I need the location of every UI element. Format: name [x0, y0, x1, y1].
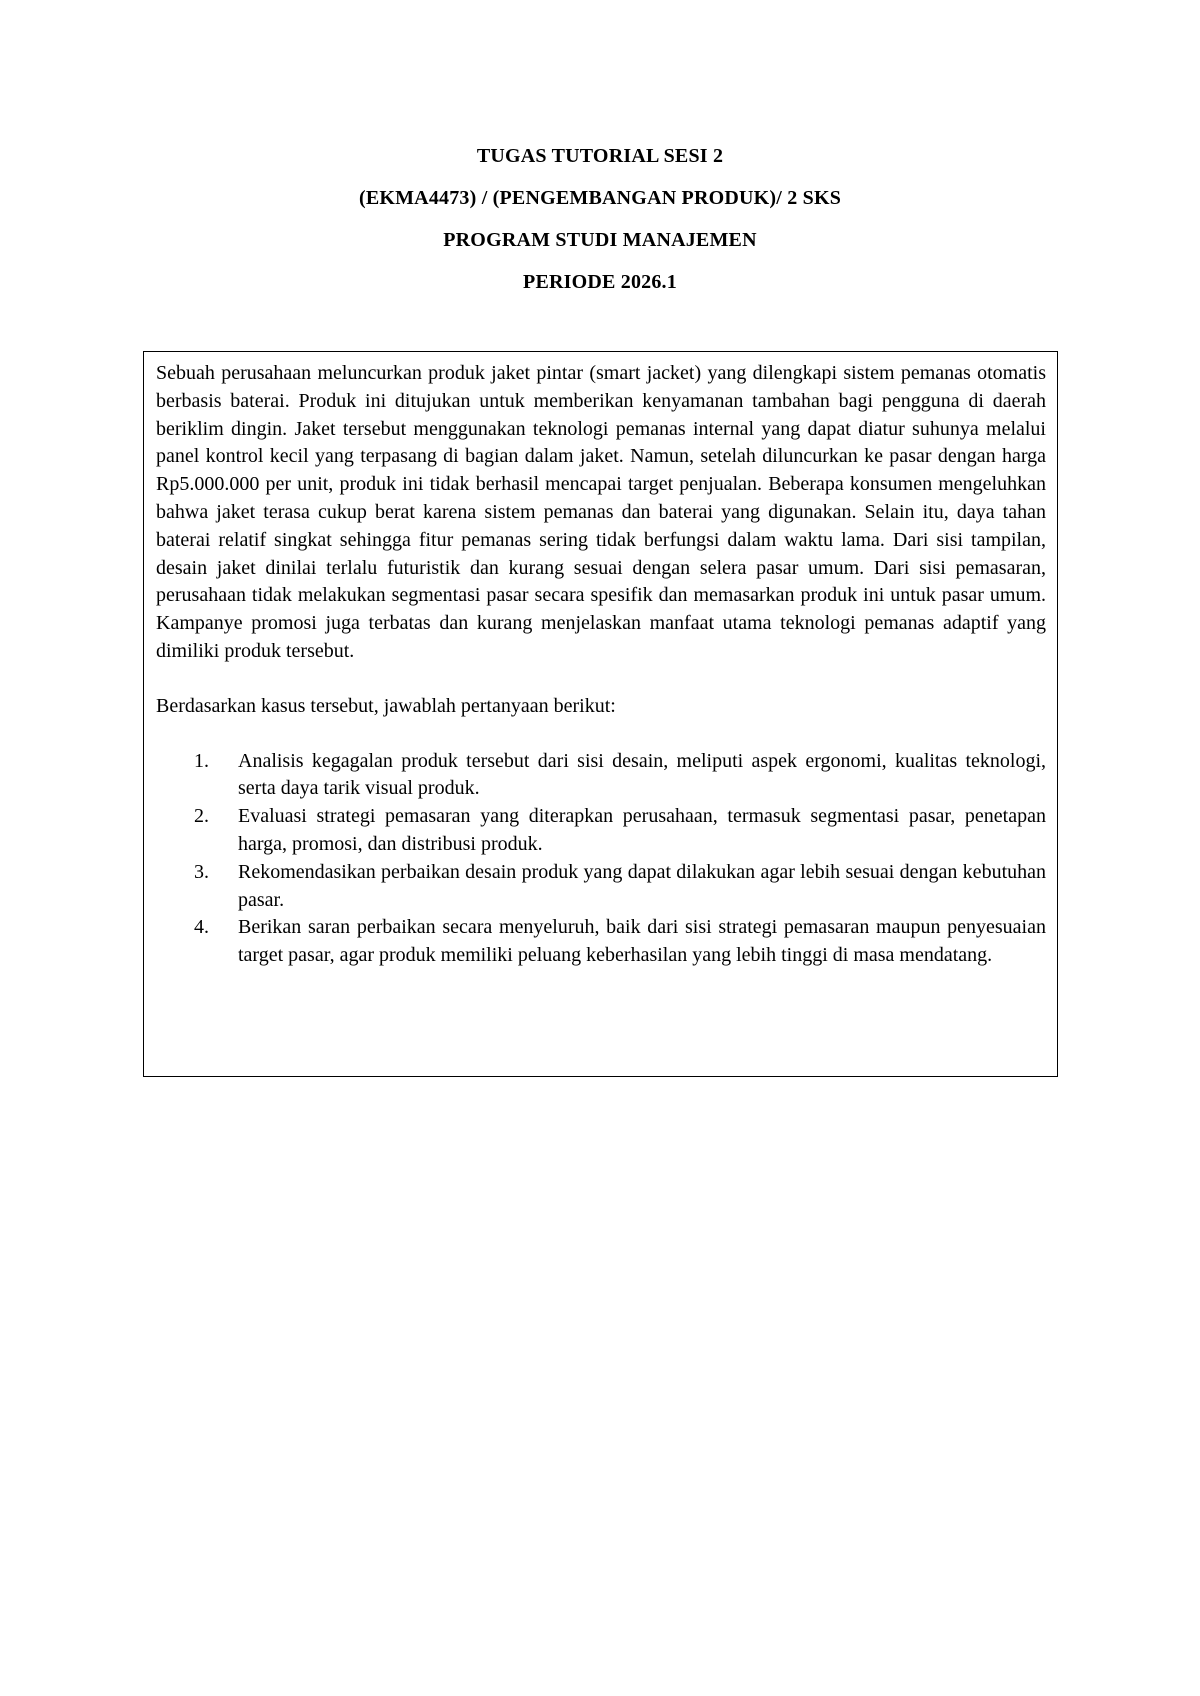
question-item: [156, 803, 1046, 859]
instruction-text: Berdasarkan kasus tersebut, jawablah pertanyaan berikut:: [156, 694, 616, 717]
header-period: PERIODE 2026.1: [523, 271, 677, 293]
question-text: Berikan saran perbaikan secara menyeluruh, baik dari sisi strategi pemasaran maupun penyesuaian target pasar, agar produk memiliki peluang keberhasilan yang lebih tinggi di masa mendatang.: [238, 916, 1046, 967]
question-item: [156, 748, 1046, 804]
header-program: PROGRAM STUDI MANAJEMEN: [443, 229, 757, 251]
header-title: TUGAS TUTORIAL SESI 2: [476, 145, 724, 167]
question-item: [156, 859, 1046, 915]
case-paragraph: Sebuah perusahaan meluncurkan produk jaket pintar (smart jacket) yang dilengkapi sistem pemanas otomatis berbasis baterai. Produk ini ditujukan untuk memberikan kenyamanan tambahan bagi pengguna di daerah beriklim dingin. Jaket tersebut menggunakan teknologi pemanas internal yang dapat diatur suhunya melalui panel kontrol kecil yang terpasang di bagian dalam jaket. Namun, setelah diluncurkan ke pasar dengan harga Rp5.000.000 per unit, produk ini tidak berhasil mencapai target penjualan. Beberapa konsumen mengeluhkan bahwa jaket terasa cukup berat karena sistem pemanas dan baterai yang digunakan. Selain itu, daya tahan baterai relatif singkat sehingga fitur pemanas sering tidak berfungsi dalam waktu lama. Dari sisi tampilan, desain jaket dinilai terlalu futuristik dan kurang sesuai dengan selera pasar umum. Dari sisi pemasaran, perusahaan tidak melakukan segmentasi pasar secara spesifik dan memasarkan produk ini untuk pasar umum. Kampanye promosi juga terbatas dan kurang menjelaskan manfaat utama teknologi pemanas adaptif yang dimiliki produk tersebut.: [156, 362, 1046, 662]
question-list: [156, 748, 1046, 970]
question-number: 4.: [194, 916, 209, 939]
question-item: [156, 914, 1046, 970]
question-text: Evaluasi strategi pemasaran yang diterapkan perusahaan, termasuk segmentasi pasar, penetapan harga, promosi, dan distribusi produk.: [238, 805, 1046, 855]
question-text: Rekomendasikan perbaikan desain produk yang dapat dilakukan agar lebih sesuai dengan kebutuhan pasar.: [238, 860, 1046, 911]
question-number: 1.: [194, 749, 209, 772]
case-box: [143, 351, 1058, 1077]
header-course: (EKMA4473) / (PENGEMBANGAN PRODUK)/ 2 SKS: [358, 187, 842, 209]
question-number: 3.: [194, 860, 209, 883]
question-number: 2.: [194, 805, 209, 828]
document-header: [0, 144, 1200, 312]
question-text: Analisis kegagalan produk tersebut dari sisi desain, meliputi aspek ergonomi, kualitas teknologi, serta daya tarik visual produk.: [238, 749, 1046, 800]
